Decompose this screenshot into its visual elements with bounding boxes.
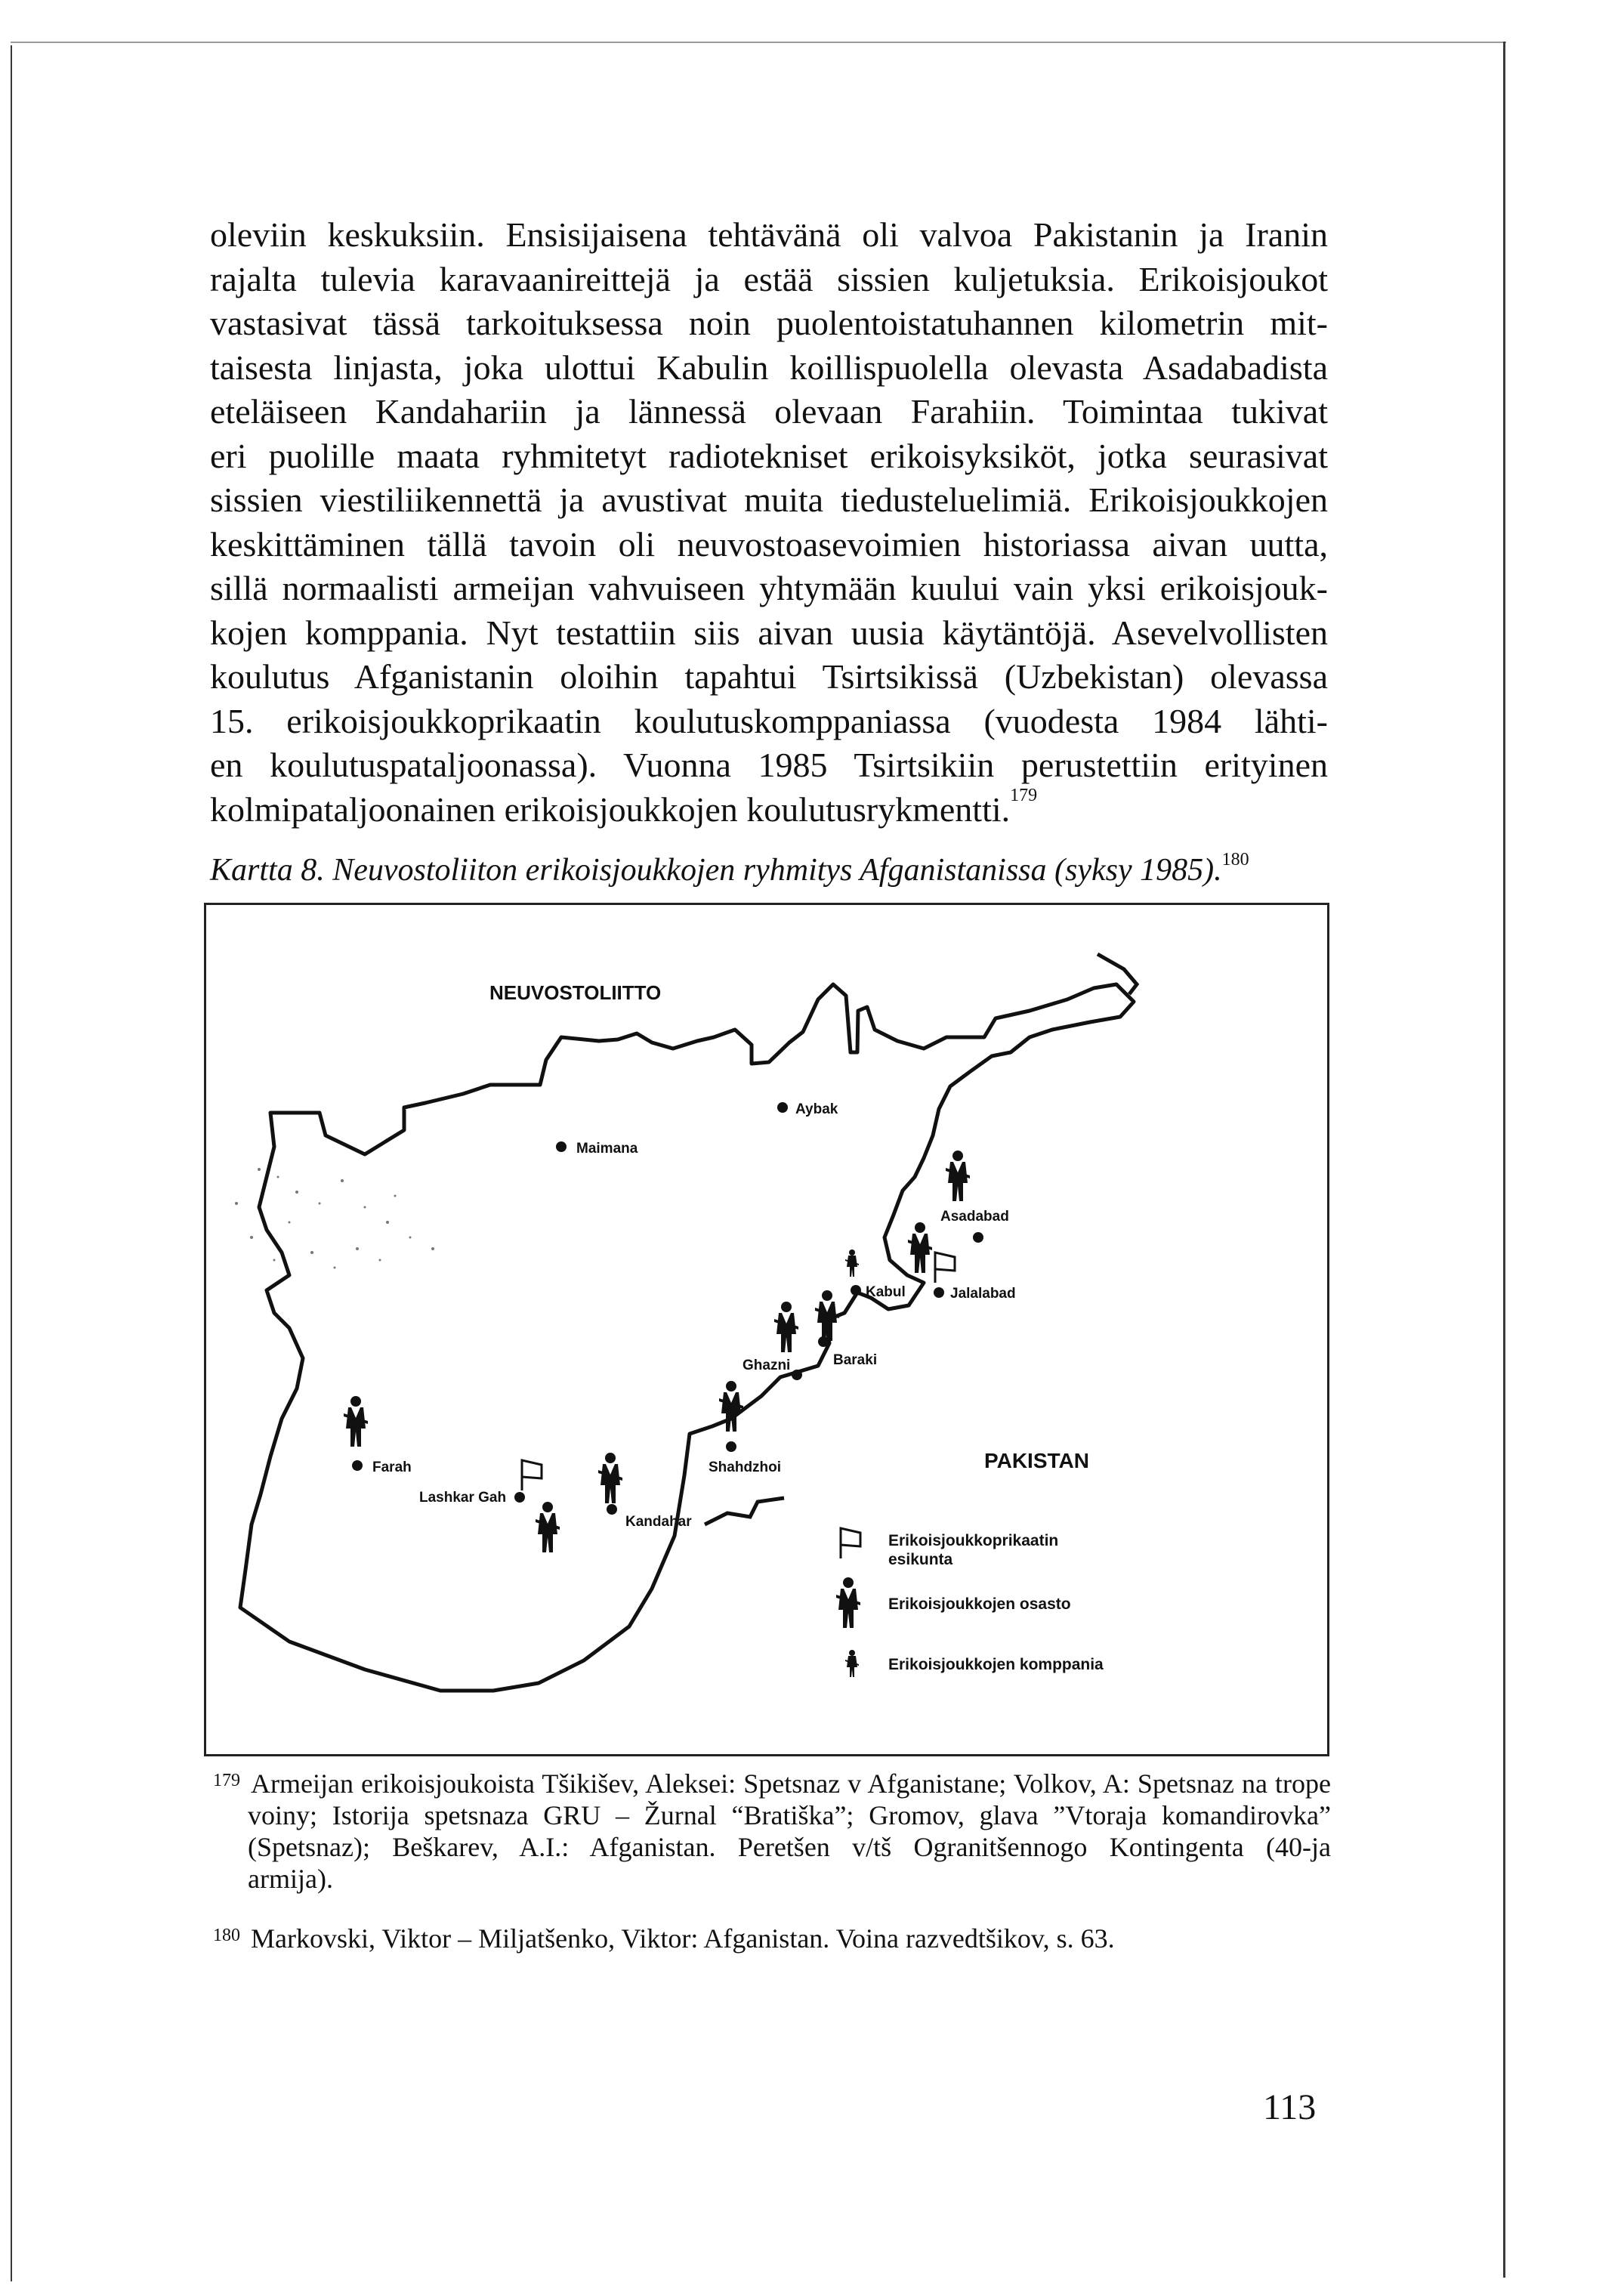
city-shahdzhoi xyxy=(709,1441,781,1475)
body-line: kojen komppania. Nyt testattiin siis aivan uusia käytäntöjä. Asevelvollisten xyxy=(210,613,1328,652)
scan-top-edge xyxy=(11,42,1506,43)
body-line: rajalta tulevia karavaanireittejä ja estää sissien kuljetuksia. Erikoisjoukot xyxy=(210,259,1328,298)
footnote-ref-179[interactable]: 179 xyxy=(1010,785,1038,805)
city-label-kabul: Kabul xyxy=(866,1284,906,1300)
city-asadabad xyxy=(940,1209,1009,1243)
footnote-180 xyxy=(213,1923,1331,1954)
page-number: 113 xyxy=(1263,2087,1317,2127)
body-line: eteläiseen Kandahariin ja lännessä olevaan Farahiin. Toimintaa tukivat xyxy=(210,392,1328,431)
map-caption xyxy=(210,852,1328,888)
unit-osasto-lashkar-gah xyxy=(536,1502,560,1552)
body-line: en koulutuspataljoonassa). Vuonna 1985 Tsirtsikiin perustettiin erityinen xyxy=(210,746,1328,784)
hq-flag-jalalabad xyxy=(935,1253,955,1283)
city-aybak xyxy=(777,1101,838,1117)
body-line: eri puolille maata ryhmitetyt radiotekniset erikoisyksiköt, jotka seurasivat xyxy=(210,436,1328,475)
legend-label-esikunta: esikunta xyxy=(888,1551,953,1568)
legend-label-osasto: Erikoisjoukkojen osasto xyxy=(888,1595,1071,1613)
footnote-ref-180[interactable]: 180 xyxy=(1221,850,1249,870)
city-label-shahdzhoi: Shahdzhoi xyxy=(709,1459,782,1475)
body-line: sissien viestiliikennettä ja avustivat muita tiedusteluelimiä. Erikoisjoukkojen xyxy=(210,480,1328,519)
city-label-aybak: Aybak xyxy=(795,1101,838,1117)
legend-label-prikaatin: Erikoisjoukkoprikaatin xyxy=(888,1532,1059,1549)
footnote-line xyxy=(213,1768,1331,1799)
afghanistan-map xyxy=(206,905,1332,1759)
body-line: sillä normaalisti armeijan vahvuiseen yhtymään kuului vain yksi erikoisjouk- xyxy=(210,569,1328,607)
city-kabul xyxy=(851,1284,906,1300)
legend-flag-icon xyxy=(841,1528,860,1558)
body-line: oleviin keskuksiin. Ensisijaisena tehtävänä oli valvoa Pakistanin ja Iranin xyxy=(210,215,1328,254)
map-caption-text: Kartta 8. Neuvostoliiton erikoisjoukkojen ryhmitys Afganistanissa (syksy 1985). xyxy=(210,853,1222,888)
unit-osasto-kandahar xyxy=(598,1453,622,1503)
city-label-ghazni: Ghazni xyxy=(743,1358,791,1373)
unit-osasto-asadabad xyxy=(946,1151,970,1201)
footnote-179 xyxy=(213,1768,1331,1895)
unit-osasto-jalalabad-west xyxy=(908,1222,932,1273)
body-line-text: kolmipataljoonainen erikoisjoukkojen koulutusrykmentti. xyxy=(210,789,1011,829)
body-line: vastasivat tässä tarkoituksessa noin puolentoistatuhannen kilometrin mit- xyxy=(210,304,1328,342)
footnote-line: (Spetsnaz); Beškarev, A.I.: Afganistan. Peretšen v/tš Ogranitšennogo Kontingenta (40-ja xyxy=(248,1832,1331,1862)
footnote-text: Armeijan erikoisjoukoista Tšikišev, Aleksei: Spetsnaz v Afganistane; Volkov, A: Spetsnaz na trope xyxy=(251,1768,1331,1799)
map-legend xyxy=(836,1528,1104,1677)
city-label-farah: Farah xyxy=(372,1459,412,1475)
unit-komppania-kabul xyxy=(845,1249,859,1277)
legend-label-komppania: Erikoisjoukkojen komppania xyxy=(888,1656,1104,1673)
footnote-number: 179 xyxy=(213,1771,240,1790)
city-farah xyxy=(352,1459,412,1475)
label-pakistan: PAKISTAN xyxy=(984,1449,1089,1472)
city-ghazni xyxy=(743,1358,802,1380)
hq-flag-lashkar-gah xyxy=(522,1460,542,1490)
city-label-lashkar-gah: Lashkar Gah xyxy=(419,1490,507,1506)
city-lashkar-gah xyxy=(419,1490,525,1506)
map-figure xyxy=(204,903,1329,1756)
body-line: koulutus Afganistanin oloihin tapahtui Tsirtsikissä (Uzbekistan) olevassa xyxy=(210,657,1328,696)
body-line: keskittäminen tällä tavoin oli neuvostoasevoimien historiassa aivan uutta, xyxy=(210,524,1328,564)
city-maimana xyxy=(556,1141,638,1157)
city-label-maimana: Maimana xyxy=(576,1141,638,1157)
legend-soldier-small-icon xyxy=(845,1650,859,1677)
afghanistan-border xyxy=(240,984,1134,1691)
city-label-kandahar: Kandahar xyxy=(625,1514,692,1530)
footnote-number: 180 xyxy=(213,1926,240,1945)
body-paragraph xyxy=(210,213,1328,832)
footnote-line: voiny; Istorija spetsnaza GRU – Žurnal “Bratiška”; Gromov, glava ”Vtoraja komandirovka” xyxy=(248,1800,1331,1830)
kandahar-border-stroke xyxy=(705,1498,784,1524)
legend-soldier-large-icon xyxy=(836,1577,860,1628)
city-label-asadabad: Asadabad xyxy=(940,1209,1009,1225)
footnote-line: armija). xyxy=(248,1864,333,1894)
body-line: 15. erikoisjoukkoprikaatin koulutuskomppaniassa (vuodesta 1984 lähti- xyxy=(210,701,1328,740)
city-jalalabad xyxy=(934,1286,1016,1302)
unit-osasto-farah xyxy=(344,1396,368,1447)
unit-osasto-ghazni xyxy=(774,1302,798,1352)
city-label-jalalabad: Jalalabad xyxy=(950,1286,1016,1302)
body-line: taisesta linjasta, joka ulottui Kabulin koillispuolella olevasta Asadabadista xyxy=(210,347,1328,387)
footnote-text: Markovski, Viktor – Miljatšenko, Viktor: Afganistan. Voina razvedtšikov, s. 63. xyxy=(251,1923,1115,1954)
scan-right-edge xyxy=(1503,42,1505,2278)
scan-left-edge xyxy=(11,45,12,2281)
label-neuvostoliitto: NEUVOSTOLIITTO xyxy=(489,981,662,1004)
city-label-baraki: Baraki xyxy=(833,1352,878,1368)
body-line-last xyxy=(210,785,1328,832)
footnote-line xyxy=(213,1923,1331,1954)
